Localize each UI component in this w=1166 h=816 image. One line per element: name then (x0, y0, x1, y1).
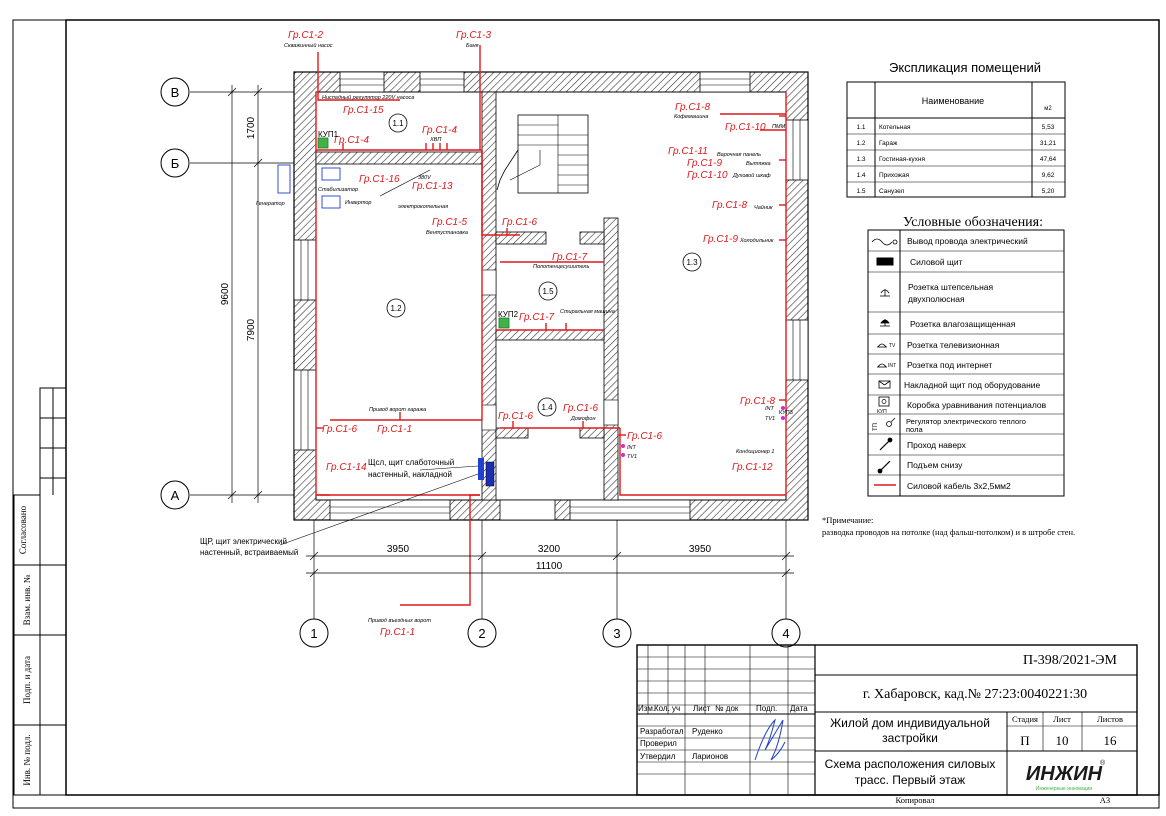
row-name: Санузел (879, 188, 905, 195)
equipment-label: Ниспадный регулятор 220V насоса (322, 95, 415, 101)
equipment-label: INT (765, 406, 774, 412)
equipment-label: Стиральная машина (560, 309, 615, 315)
legend-text: Проход наверх (907, 440, 966, 450)
legend (868, 215, 1064, 496)
surface-panel-icon (879, 381, 890, 388)
grid-row-markers (161, 78, 189, 509)
row-area: 47,64 (1039, 156, 1057, 163)
dim-9600: 9600 (220, 282, 231, 306)
equipment-label: Кофемашина (674, 114, 709, 120)
power-panel-label: ЩР, щит электрический (200, 537, 287, 546)
legend-text: пола (906, 425, 923, 434)
kup1-label: КУП1 (318, 130, 339, 139)
wire-outlet-icon (872, 239, 897, 245)
group-label: Гр.С1-5 (432, 217, 468, 228)
row-name: Гостиная-кухня (879, 156, 925, 163)
svg-text:КУП: КУП (877, 409, 887, 415)
row-name: Гараж (879, 140, 898, 147)
wall-boiler (316, 152, 482, 164)
explication-header-name: Наименование (921, 96, 985, 106)
drawing-title-line1: Схема расположения силовых (824, 757, 996, 771)
equipment-label: Полотенцесушитель (533, 264, 590, 270)
room-number: 1.1 (392, 119, 404, 128)
socket-tv-icon (877, 343, 896, 349)
group-label: Гр.С1-10 (725, 122, 766, 133)
kup2-label: КУП2 (498, 310, 519, 319)
equipment-label: Привод въездных ворот (368, 618, 431, 624)
header-sheets: Листов (1097, 714, 1123, 724)
sheet-value: 10 (1055, 733, 1069, 748)
dim-1700: 1700 (246, 116, 257, 140)
legend-text: Розетка под интернет (907, 360, 993, 370)
floor-plan (161, 30, 808, 647)
kup2-icon (499, 318, 509, 328)
explication-rows (856, 124, 1056, 195)
dim-11100: 11100 (535, 561, 563, 572)
legend-title: Условные обозначения: (902, 215, 1044, 230)
group-label: Гр.С1-6 (502, 217, 538, 228)
equipment-label: 380V (418, 175, 431, 181)
equipment-label: Привод ворот гаража (369, 407, 427, 413)
header-ndok: № док (715, 704, 739, 713)
group-label: Гр.С1-9 (687, 158, 723, 169)
group-label: Гр.С1-11 (668, 146, 708, 157)
group-label: Гр.С1-7 (552, 252, 588, 263)
group-label: Гр.С1-1 (377, 424, 413, 435)
equipment-label: ПММ (772, 124, 786, 130)
group-label: Гр.С1-15 (343, 105, 384, 116)
room-number: 1.4 (541, 403, 553, 412)
svg-text:®: ® (1100, 760, 1106, 767)
logo-subtitle: Инженерные инновации (1035, 786, 1093, 792)
legend-text: Розетка влагозащищенная (910, 319, 1016, 329)
row-num: 1.1 (856, 124, 866, 131)
grid-col-label: 1 (310, 626, 318, 641)
role-checker: Проверил (640, 739, 677, 748)
group-label: Гр.С1-6 (322, 424, 358, 435)
stamp-agreed: Согласовано (18, 505, 28, 555)
room-number: 1.2 (390, 304, 402, 313)
object-name-line1: Жилой дом индивидуальной (830, 716, 990, 730)
explication-header-area: м2 (1044, 106, 1052, 112)
stadia-value: П (1020, 733, 1030, 748)
grid-row-label: Б (170, 156, 180, 171)
copied-label: Копировал (895, 795, 935, 805)
kup-box-icon (877, 397, 889, 415)
power-panel-icon (478, 458, 484, 480)
equipment-label: Варочная панель (717, 152, 761, 158)
drawing-title-line2: трасс. Первый этаж (854, 773, 966, 787)
explication-table (847, 60, 1065, 197)
stamp-inv-podl: Инв. № подл. (22, 734, 32, 786)
group-label: Гр.С1-10 (687, 170, 728, 181)
row-area: 31,21 (1039, 140, 1057, 147)
socket-double-icon (880, 289, 890, 296)
group-label: Гр.С1-12 (732, 462, 773, 473)
lowcurrent-panel-icon (486, 462, 494, 486)
grid-col-label: 4 (782, 626, 790, 641)
kup1-icon (318, 138, 328, 148)
note-title: *Примечание: (822, 515, 874, 525)
group-label: Гр.С1-16 (359, 174, 400, 185)
svg-text:INT: INT (888, 363, 897, 369)
equipment-label: Баня (466, 43, 479, 49)
svg-text:ТП: ТП (873, 423, 879, 431)
role-approver: Утвердил (640, 752, 676, 761)
object-name-line2: застройки (882, 731, 938, 745)
equipment-label: Вентустановка (426, 230, 468, 236)
note-text: разводка проводов на потолке (над фальш-потолком) и в штробе стен. (822, 527, 1076, 537)
legend-text: Силовой кабель 3х2,5мм2 (907, 481, 1011, 491)
row-area: 5,20 (1041, 188, 1055, 195)
equipment-label: ХВП (430, 137, 442, 143)
legend-text: Вывод провода электрический (907, 236, 1028, 246)
row-num: 1.5 (856, 188, 866, 195)
svg-text:TV: TV (889, 343, 896, 349)
grid-col-label: 3 (613, 626, 621, 641)
group-label: Гр.С1-8 (675, 102, 711, 113)
row-num: 1.3 (856, 156, 866, 163)
sheets-value: 16 (1103, 733, 1117, 748)
title-block (637, 645, 1137, 805)
socket-tv-icon (621, 444, 625, 448)
equipment-label: ТV1 (627, 454, 638, 460)
group-label: Гр.С1-4 (422, 125, 458, 136)
project-code: П-398/2021-ЭМ (1022, 653, 1118, 668)
legend-text: Силовой щит (910, 257, 963, 267)
legend-text: Розетка штепсельная (908, 282, 994, 292)
group-label: Гр.С1-3 (456, 30, 492, 41)
kup3-label: КУП3 (779, 410, 793, 416)
dim-3950-left: 3950 (386, 544, 410, 555)
equipment-label: Кондиционер 1 (736, 449, 775, 455)
group-label: Гр.С1-9 (703, 234, 739, 245)
header-sheet: Лист (1053, 714, 1071, 724)
socket-internet-icon (877, 363, 896, 369)
equipment-label: Генератор (256, 201, 285, 207)
equipment-label: Домофон (571, 416, 596, 422)
group-label: Гр.С1-13 (412, 181, 453, 192)
row-name: Прихожая (879, 172, 910, 179)
legend-text: Накладной щит под оборудование (904, 380, 1041, 390)
equipment-label: Холодильник (740, 238, 774, 244)
dim-3950-right: 3950 (688, 544, 712, 555)
header-podp: Подп. (756, 704, 778, 713)
rise-below-icon (878, 461, 890, 473)
legend-text: двухполюсная (908, 294, 965, 304)
inverter-box (322, 196, 340, 208)
dim-3200: 3200 (537, 544, 561, 555)
wall-axis-3 (604, 218, 618, 500)
legend-text: Розетка телевизионная (907, 340, 1000, 350)
equipment-label: ТV1 (765, 416, 776, 422)
grid-row-label: В (170, 85, 180, 100)
generator-box (278, 165, 290, 193)
header-stadia: Стадия (1012, 714, 1038, 724)
grid-col-label: 2 (478, 626, 486, 641)
stabilizer-box (322, 168, 340, 180)
pass-up-icon (880, 438, 892, 450)
socket-waterproof-icon (880, 319, 890, 326)
power-panel-label: настенный, встраиваемый (200, 548, 299, 557)
room-number: 1.3 (686, 258, 698, 267)
header-izm: Изм. (638, 704, 656, 713)
equipment-label: Духовой шкаф (733, 173, 771, 179)
floor-heat-regulator-icon (873, 418, 895, 431)
company-logo (1026, 759, 1106, 792)
equipment-label: электрокотельная (398, 204, 449, 210)
explication-title: Экспликация помещений (888, 60, 1042, 75)
stamp-podp-data: Подп. и дата (22, 655, 32, 705)
legend-texts (904, 236, 1047, 491)
equipment-label: Чайник (754, 205, 773, 211)
stamp-vzam: Взам. инв. № (22, 574, 32, 626)
equipment-label: Инвертор (345, 200, 372, 206)
socket-internet-icon (621, 453, 625, 457)
lowcurrent-panel-label: настенный, накладной (368, 470, 452, 479)
group-label: Гр.С1-14 (326, 462, 367, 473)
row-num: 1.4 (856, 172, 866, 179)
row-num: 1.2 (856, 140, 866, 147)
legend-text: Регулятор электрического теплого (906, 417, 1026, 426)
group-label: Гр.С1-6 (627, 431, 663, 442)
vertical-dimensions (228, 85, 262, 503)
wall-axis-2 (482, 92, 496, 500)
equipment-label: INT (627, 445, 636, 451)
room-number: 1.5 (542, 287, 554, 296)
group-label: Гр.С1-6 (563, 403, 599, 414)
logo-text: ИНЖИН (1025, 763, 1103, 785)
dim-7900: 7900 (246, 318, 257, 342)
title-block-headers (638, 704, 808, 761)
group-label: Гр.С1-8 (740, 396, 776, 407)
equipment-label: Стабилизатор (318, 187, 359, 193)
side-stamp (14, 388, 66, 795)
header-data: Дата (790, 704, 808, 713)
name-approver: Ларионов (692, 752, 729, 761)
legend-text: Коробка уравнивания потенциалов (907, 400, 1047, 410)
group-label: Гр.С1-6 (498, 411, 534, 422)
header-kol: Кол. уч (654, 704, 681, 713)
lowcurrent-panel-label: Щсл, щит слаботочный (368, 458, 455, 467)
group-label: Гр.С1-4 (334, 135, 370, 146)
legend-text: Подъем снизу (907, 460, 963, 470)
header-list: Лист (693, 704, 711, 713)
group-label: Гр.С1-2 (288, 30, 324, 41)
row-name: Котельная (879, 124, 911, 131)
equipment-label: Скважинный насос (284, 43, 333, 49)
group-label: Гр.С1-1 (380, 627, 416, 638)
equipment-label: Вытяжка (746, 161, 771, 167)
name-developer: Руденко (692, 727, 723, 736)
format-label: А3 (1099, 795, 1111, 805)
role-developer: Разработал (640, 727, 684, 736)
grid-row-label: А (170, 488, 180, 503)
group-label: Гр.С1-7 (519, 312, 555, 323)
project-address: г. Хабаровск, кад.№ 27:23:0040221:30 (862, 687, 1088, 702)
group-label: Гр.С1-8 (712, 200, 748, 211)
row-area: 9,62 (1041, 172, 1055, 179)
row-area: 5,53 (1041, 124, 1055, 131)
power-panel-icon (877, 258, 893, 265)
